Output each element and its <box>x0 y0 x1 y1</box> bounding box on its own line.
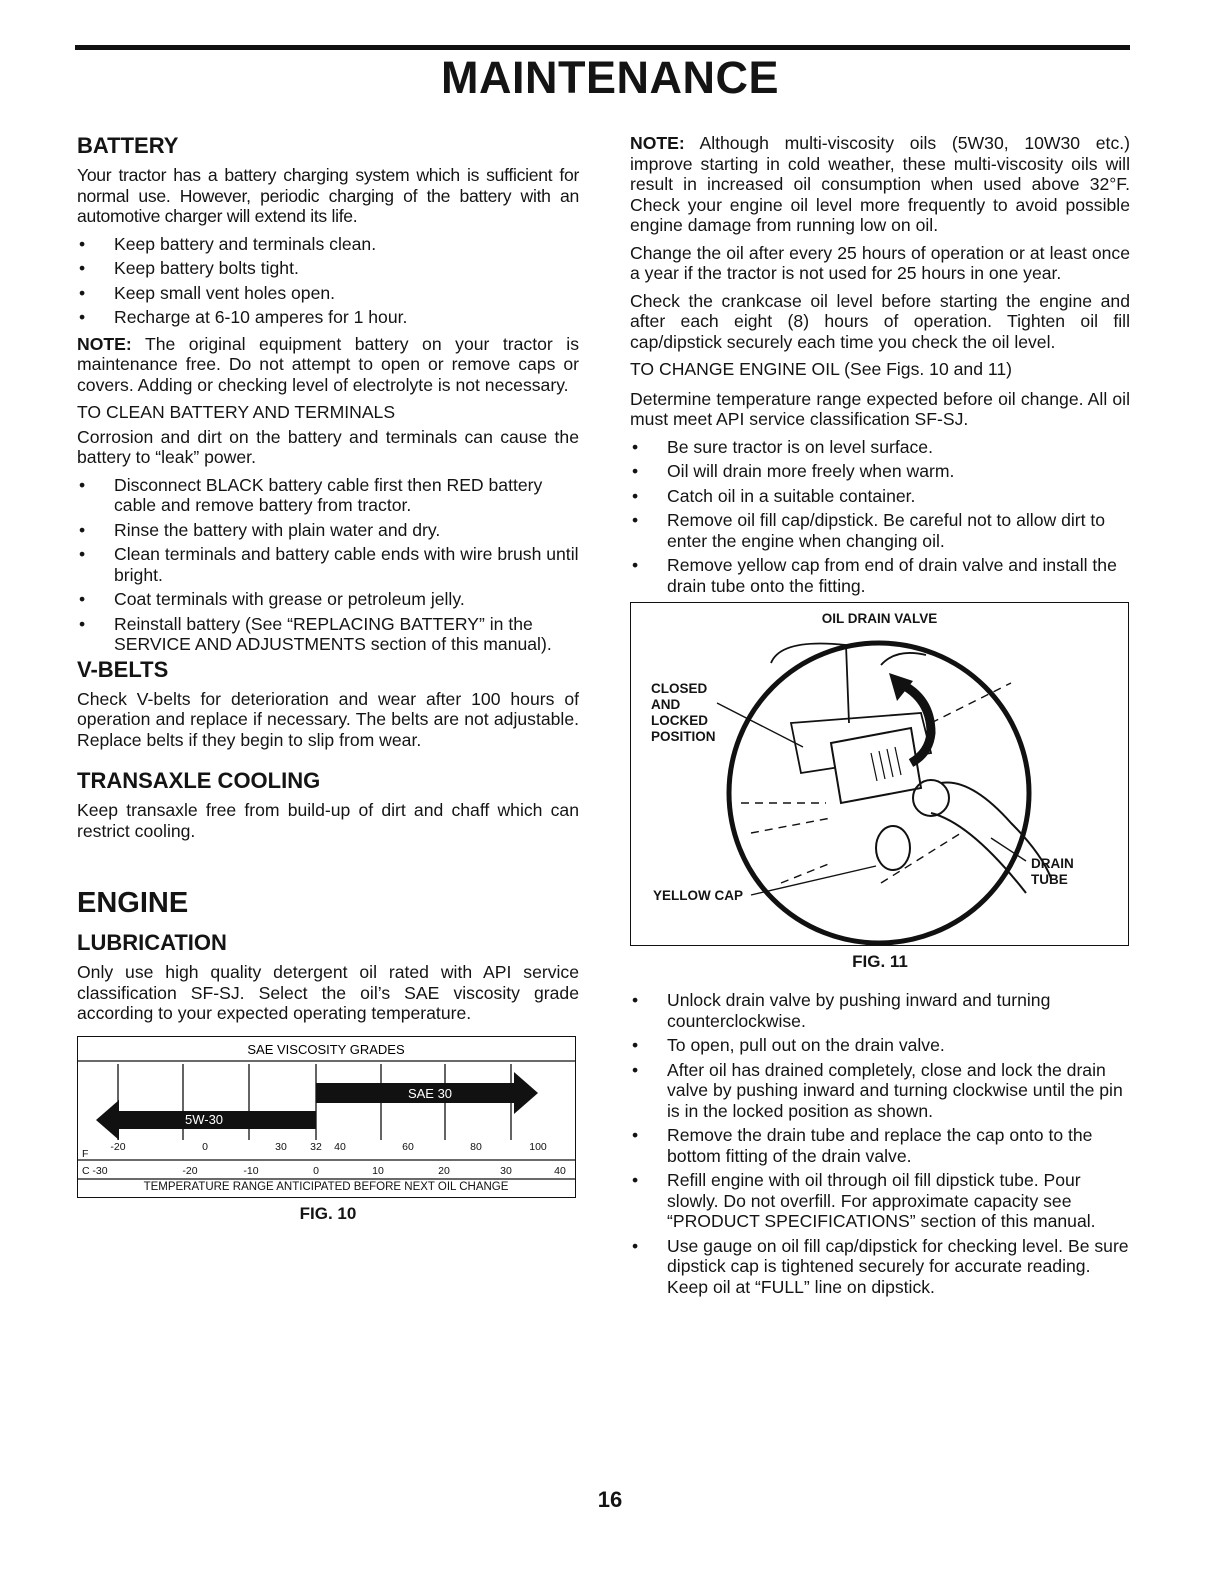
oil-check-text: Check the crankcase oil level before starting the engine and after each eight (8) hours of operation. Tighten oil fill cap/dipstick securely each time you check the oil level. <box>630 290 1130 352</box>
c-tick: 10 <box>372 1164 384 1177</box>
f-tick: 32 <box>310 1140 322 1153</box>
fig11-title: OIL DRAIN VALVE <box>821 611 938 626</box>
battery-bullets <box>77 234 579 328</box>
list-item: • Reinstall battery (See “REPLACING BATTERY” in the SERVICE AND ADJUSTMENTS section of this manual). <box>79 613 552 654</box>
c-tick: 40 <box>554 1164 566 1177</box>
list-item: • Recharge at 6-10 amperes for 1 hour. <box>79 307 408 327</box>
fig11-caption: FIG. 11 <box>852 952 908 971</box>
engine-heading: ENGINE <box>77 887 189 919</box>
transaxle-text: Keep transaxle free from build-up of dirt and chaff which can restrict cooling. <box>77 800 579 841</box>
clean-bullets <box>77 475 579 655</box>
clean-heading: TO CLEAN BATTERY AND TERMINALS <box>77 402 396 422</box>
f-axis-label: F <box>82 1147 89 1160</box>
list-item: • Catch oil in a suitable container. <box>632 485 916 506</box>
oil-drain-valve-figure <box>630 602 1129 946</box>
list-item: • Remove the drain tube and replace the cap onto to the bottom fitting of the drain valve. <box>632 1125 1093 1166</box>
list-item: • Disconnect BLACK battery cable first then RED battery cable and remove battery from tractor. <box>79 474 543 515</box>
c-tick: 0 <box>313 1164 319 1177</box>
vbelts-text: Check V-belts for deterioration and wear after 100 hours of operation and replace if necessary. The belts are not adjustable. Replace belts if they begin to slip from wear. <box>77 688 579 750</box>
fig10-caption: FIG. 10 <box>299 1203 357 1223</box>
page-title: MAINTENANCE <box>441 52 779 103</box>
f-tick: 100 <box>529 1140 547 1153</box>
page-number: 16 <box>597 1487 623 1512</box>
drain-tube-label: DRAIN TUBE <box>1031 856 1074 887</box>
f-tick: 30 <box>275 1140 287 1153</box>
lubrication-heading: LUBRICATION <box>77 930 227 955</box>
chart-footer: TEMPERATURE RANGE ANTICIPATED BEFORE NEXT OIL CHANGE <box>143 1180 509 1192</box>
closed-locked-label: CLOSED AND LOCKED POSITION <box>651 681 716 744</box>
list-item: • Coat terminals with grease or petroleum jelly. <box>79 589 465 609</box>
c-tick: 30 <box>500 1164 512 1177</box>
vbelts-heading: V-BELTS <box>77 656 169 682</box>
list-item: • Use gauge on oil fill cap/dipstick for checking level. Be sure dipstick cap is tightened securely for accurate reading. Keep oil at “FULL” line on dipstick. <box>632 1235 1129 1297</box>
yellow-cap-label: YELLOW CAP <box>653 888 743 903</box>
f-tick: -20 <box>110 1140 126 1153</box>
list-item: • Refill engine with oil through oil fill dipstick tube. Pour slowly. Do not overfill. For approximate capacity see “PRODUCT SPECIFICATIONS” section of this manual. <box>632 1170 1096 1231</box>
oil-change-text: Change the oil after every 25 hours of operation or at least once a year if the tractor is not used for 25 hours in one year. <box>630 242 1130 283</box>
list-item: • Clean terminals and battery cable ends with wire brush until bright. <box>79 544 579 585</box>
c-tick: -30 <box>92 1164 108 1177</box>
list-item: • Rinse the battery with plain water and dry. <box>79 519 441 540</box>
transaxle-heading: TRANSAXLE COOLING <box>77 768 321 793</box>
list-item: • To open, pull out on the drain valve. <box>632 1035 945 1055</box>
list-item: • Keep battery bolts tight. <box>79 258 299 278</box>
list-item: • Keep battery and terminals clean. <box>79 233 377 254</box>
viscosity-chart-svg <box>78 1037 575 1192</box>
viscosity-chart <box>77 1036 576 1198</box>
list-item: • Oil will drain more freely when warm. <box>632 461 955 481</box>
list-item: • Unlock drain valve by pushing inward and turning counterclockwise. <box>632 990 1051 1031</box>
c-tick: 20 <box>438 1164 450 1177</box>
lubrication-text: Only use high quality detergent oil rated with API service classification SF-SJ. Select the oil’s SAE viscosity grade according to your expected operating temperature. <box>77 962 579 1023</box>
5w30-label: 5W-30 <box>184 1111 224 1127</box>
right-column <box>630 133 1130 1303</box>
c-tick: -20 <box>182 1164 198 1177</box>
left-column <box>77 133 579 1236</box>
oil-note: NOTE: Although multi-viscosity oils (5W30, 10W30 etc.) improve starting in cold weather, these multi-viscosity oils will result in increased oil consumption when used above 32°F. Check your engine oil level more frequently to avoid possible engine damage from running low on oil. <box>630 133 1130 235</box>
chart-title: SAE VISCOSITY GRADES <box>247 1041 405 1057</box>
f-tick: 80 <box>470 1140 482 1153</box>
f-tick: 40 <box>334 1140 346 1153</box>
list-item: • Keep small vent holes open. <box>79 282 336 303</box>
c-axis-label: C <box>82 1164 90 1177</box>
oil-bullets <box>630 437 1130 597</box>
header-rule <box>75 45 1130 50</box>
change-oil-heading: TO CHANGE ENGINE OIL (See Figs. 10 and 11) <box>630 359 1012 379</box>
list-item: • Remove yellow cap from end of drain valve and install the drain tube onto the fitting. <box>632 555 1117 596</box>
oil-bullets-2 <box>630 990 1130 1297</box>
list-item: • Be sure tractor is on level surface. <box>632 436 933 457</box>
list-item: • After oil has drained completely, close and lock the drain valve by pushing inward and turning clockwise until the pin is in the locked position as shown. <box>632 1059 1123 1121</box>
f-tick: 60 <box>402 1140 414 1153</box>
list-item: • Remove oil fill cap/dipstick. Be careful not to allow dirt to enter the engine when changing oil. <box>632 510 1106 551</box>
c-tick: -10 <box>243 1164 259 1177</box>
f-tick: 0 <box>202 1140 208 1153</box>
clean-intro: Corrosion and dirt on the battery and terminals can cause the battery to “leak” power. <box>77 426 579 467</box>
sae30-label: SAE 30 <box>407 1085 453 1101</box>
battery-intro: Your tractor has a battery charging system which is sufficient for normal use. However, periodic charging of the battery with an automotive charger will extend its life. <box>77 165 579 226</box>
oil-determine-text: Determine temperature range expected before oil change. All oil must meet API service classification SF-SJ. <box>630 388 1130 429</box>
battery-note: NOTE: The original equipment battery on your tractor is maintenance free. Do not attempt to open or remove caps or covers. Adding or checking level of electrolyte is not necessary. <box>77 333 579 395</box>
battery-heading: BATTERY <box>77 133 179 158</box>
